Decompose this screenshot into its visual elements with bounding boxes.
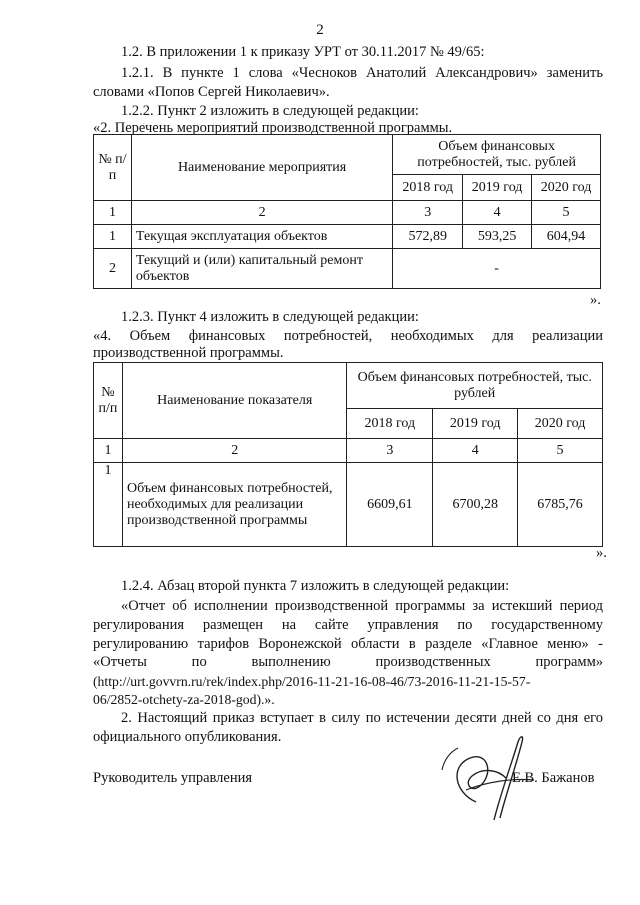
- report-text-line: регулирования размещен на сайте управления по государственному: [93, 617, 603, 633]
- report-text-line: (http://urt.govvrn.ru/rek/index.php/2016-11-21-16-08-46/73-2016-11-21-15-57-: [93, 674, 531, 689]
- header-year: 2019 год: [463, 175, 532, 201]
- table-row: [94, 225, 601, 249]
- column-number: 5: [532, 201, 601, 225]
- header-indicator-name: Наименование показателя: [122, 363, 346, 439]
- row-indicator-name: Объем финансовых потребностей, необходимых для реализации производственной программы: [122, 463, 346, 547]
- column-number: 3: [393, 201, 463, 225]
- row-value: 6785,76: [518, 463, 603, 547]
- signatory-position: Руководитель управления: [93, 770, 253, 786]
- report-text-line: «Отчет об исполнении производственной программы за истекший период: [121, 598, 603, 614]
- column-number: 1: [94, 439, 123, 463]
- paragraph-2-cont: официального опубликования.: [93, 729, 282, 745]
- table-row: [94, 463, 603, 547]
- paragraph-2: 2. Настоящий приказ вступает в силу по истечении десяти дней со дня его: [121, 710, 603, 726]
- report-text-line: «Отчеты по выполнению производственных программ»: [93, 654, 603, 670]
- header-year: 2020 год: [532, 175, 601, 201]
- header-year: 2018 год: [393, 175, 463, 201]
- header-number: № п/п: [94, 363, 123, 439]
- column-number: 4: [463, 201, 532, 225]
- report-text-line: регулированию тарифов Воронежской области в разделе «Главное меню» -: [93, 636, 603, 652]
- row-measure-name: Текущая эксплуатация объектов: [131, 225, 392, 249]
- paragraph-1-2-4: 1.2.4. Абзац второй пункта 7 изложить в следующей редакции:: [121, 578, 510, 594]
- paragraph-1-2: 1.2. В приложении 1 к приказу УРТ от 30.11.2017 № 49/65:: [121, 44, 485, 60]
- column-number: 3: [347, 439, 433, 463]
- row-number: 1: [94, 225, 132, 249]
- column-number: 2: [131, 201, 392, 225]
- volume-table: [93, 362, 603, 547]
- header-year: 2019 год: [433, 409, 518, 439]
- paragraph-volume-title: «4. Объем финансовых потребностей, необходимых для реализации: [93, 328, 603, 344]
- header-volume: Объем финансовых потребностей, тыс. рублей: [393, 135, 601, 175]
- paragraph-1-2-1: 1.2.1. В пункте 1 слова «Чесноков Анатолий Александрович» заменить: [121, 65, 603, 81]
- row-measure-name: Текущий и (или) капитальный ремонт объектов: [131, 249, 392, 289]
- row-value: -: [393, 249, 601, 289]
- paragraph-list-title: «2. Перечень мероприятий производственной программы.: [93, 120, 453, 136]
- page-number: 2: [316, 22, 324, 38]
- header-measure-name: Наименование мероприятия: [131, 135, 392, 201]
- header-number: № п/п: [94, 135, 132, 201]
- column-number: 5: [518, 439, 603, 463]
- closing-quote: ».: [590, 292, 601, 308]
- row-value: 572,89: [393, 225, 463, 249]
- paragraph-1-2-1-cont: словами «Попов Сергей Николаевич».: [93, 84, 330, 100]
- column-number: 2: [122, 439, 346, 463]
- paragraph-1-2-3: 1.2.3. Пункт 4 изложить в следующей редакции:: [121, 309, 419, 325]
- paragraph-1-2-2: 1.2.2. Пункт 2 изложить в следующей редакции:: [121, 103, 419, 119]
- row-value: 6609,61: [347, 463, 433, 547]
- closing-quote: ».: [596, 545, 607, 561]
- paragraph-volume-title-cont: производственной программы.: [93, 345, 284, 361]
- header-year: 2020 год: [518, 409, 603, 439]
- header-volume: Объем финансовых потребностей, тыс. рублей: [347, 363, 603, 409]
- signatory-name: Е.В. Бажанов: [512, 770, 595, 786]
- column-number: 1: [94, 201, 132, 225]
- row-value: 604,94: [532, 225, 601, 249]
- row-value: 593,25: [463, 225, 532, 249]
- table-row: [94, 249, 601, 289]
- row-number: 1: [94, 463, 123, 547]
- header-year: 2018 год: [347, 409, 433, 439]
- row-value: 6700,28: [433, 463, 518, 547]
- measures-table: [93, 134, 601, 289]
- row-number: 2: [94, 249, 132, 289]
- report-text-line: 06/2852-otchety-za-2018-god).».: [93, 692, 275, 707]
- column-number: 4: [433, 439, 518, 463]
